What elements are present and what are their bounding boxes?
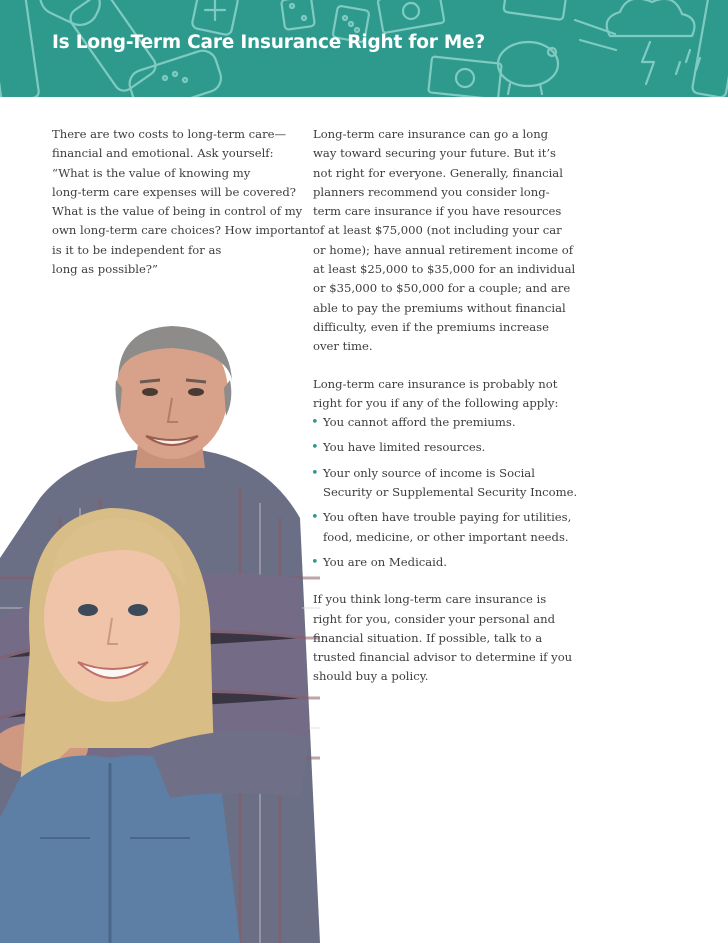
text-line: or $35,000 to $50,000 for a couple; and are (313, 281, 571, 296)
right-column (311, 125, 578, 687)
text-line: Your only source of income is Social (323, 465, 535, 480)
list-item (313, 553, 565, 572)
text-line: should buy a policy. (313, 669, 429, 684)
text-line: You cannot afford the premiums. (323, 415, 516, 430)
list-item (311, 464, 578, 503)
header-banner (0, 0, 728, 97)
advice-paragraph (313, 590, 573, 686)
text-line: or home); have annual retirement income of (313, 242, 574, 257)
text-line: trusted financial advisor to determine if you (313, 650, 573, 665)
text-line: own long-term care choices? How important (52, 223, 314, 238)
text-line: Long-term care insurance can go a long (313, 127, 549, 141)
list-item (311, 508, 572, 547)
text-line: of at least $75,000 (not including your car (313, 223, 562, 238)
text-line: able to pay the premiums without financial (313, 300, 566, 315)
text-line: planners recommend you consider long- (313, 184, 550, 199)
list-item (313, 413, 565, 432)
text-line: Security or Supplemental Security Income. (323, 485, 578, 500)
bullet-icon: • (311, 440, 319, 456)
text-line: way toward securing your future. But it’s (313, 146, 557, 161)
father-daughter-photo (0, 318, 330, 943)
text-line: over time. (313, 339, 373, 354)
bullet-icon: • (311, 554, 319, 570)
text-line: What is the value of being in control of my (52, 204, 303, 219)
text-line: not right for everyone. Generally, financial (313, 165, 563, 180)
bullet-icon: • (311, 415, 319, 431)
text-line: financial situation. If possible, talk to a (313, 630, 543, 645)
intro-question-text (52, 125, 314, 279)
affordability-paragraph (313, 125, 576, 357)
photo-illustration (0, 318, 330, 943)
text-line: “What is the value of knowing my (52, 165, 251, 180)
text-line: right for you, consider your personal and (313, 611, 556, 626)
page-title: Is Long-Term Care Insurance Right for Me? (52, 32, 485, 53)
text-line: You have limited resources. (323, 440, 486, 455)
text-line: financial and emotional. Ask yourself: (52, 146, 274, 161)
text-line: right for you if any of the following apply: (313, 395, 559, 410)
text-line: food, medicine, or other important needs. (323, 529, 569, 544)
text-line: difficulty, even if the premiums increase (313, 319, 549, 334)
text-line: Long-term care insurance is probably not (313, 376, 558, 391)
not-right-bullet-list (311, 413, 578, 572)
text-line: term care insurance if you have resources (313, 204, 562, 219)
text-line: If you think long-term care insurance is (313, 592, 547, 607)
text-line: long-term care expenses will be covered? (52, 184, 296, 199)
bullet-icon: • (311, 465, 319, 481)
list-item (313, 438, 565, 457)
text-line: You are on Medicaid. (323, 554, 447, 569)
text-line: at least $25,000 to $35,000 for an individual (313, 262, 576, 277)
bullet-icon: • (311, 510, 319, 526)
text-line: long as possible?” (52, 262, 158, 277)
not-right-intro-paragraph (313, 375, 565, 414)
text-line: There are two costs to long-term care— (52, 127, 287, 141)
text-line: You often have trouble paying for utilities, (323, 510, 572, 525)
text-line: is it to be independent for as (52, 242, 222, 257)
